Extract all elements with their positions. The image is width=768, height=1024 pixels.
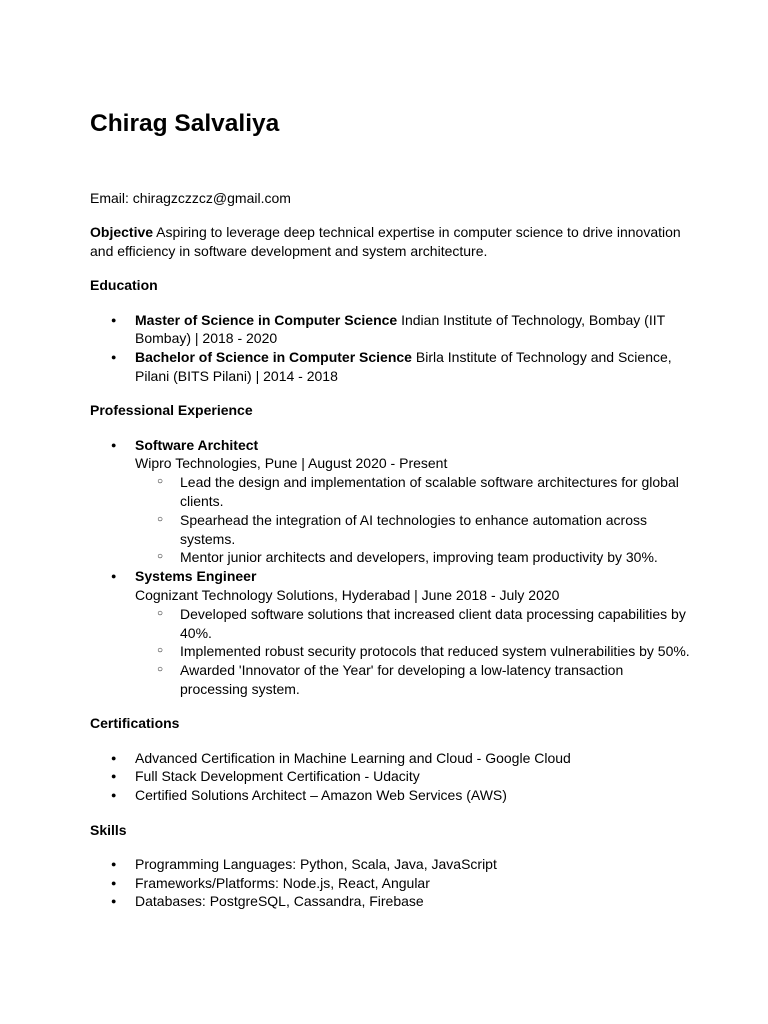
resume-content	[90, 189, 690, 927]
list-item: ● Full Stack Development Certification - Udacity	[90, 767, 690, 786]
job-title: Software Architect	[135, 436, 259, 453]
education-list	[90, 311, 690, 386]
certifications-list	[90, 749, 690, 805]
email-line: Email: chiragzczzcz@gmail.com	[90, 190, 291, 206]
list-item: ● Certified Solutions Architect – Amazon Web Services (AWS)	[90, 786, 690, 805]
candidate-name: Chirag Salvaliya	[90, 110, 280, 137]
degree-details: Indian Institute of Technology, Bombay (IIT Bombay) | 2018 - 2020	[135, 311, 665, 347]
degree-name: Bachelor of Science in Computer Science	[135, 349, 412, 366]
job-title: Systems Engineer	[135, 568, 257, 585]
list-item: ● Programming Languages: Python, Scala, Java, JavaScript	[90, 855, 690, 874]
list-item: ● Frameworks/Platforms: Node.js, React, Angular	[90, 874, 690, 893]
list-item: ○ Implemented robust security protocols that reduced system vulnerabilities by 50%.	[135, 642, 690, 661]
list-item	[90, 348, 690, 386]
objective-label: Objective	[90, 224, 154, 241]
job-company: Cognizant Technology Solutions, Hyderabad | June 2018 - July 2020	[135, 587, 560, 604]
list-item	[90, 311, 690, 349]
list-item: ○ Mentor junior architects and developers, improving team productivity by 30%.	[135, 548, 690, 567]
objective-text: Aspiring to leverage deep technical expertise in computer science to drive innovation and efficiency in software development and system architecture.	[90, 224, 681, 260]
list-item: ● Databases: PostgreSQL, Cassandra, Firebase	[90, 892, 690, 911]
list-item: ○ Lead the design and implementation of scalable software architectures for global clients.	[135, 473, 690, 511]
skills-list	[90, 855, 690, 911]
degree-name: Master of Science in Computer Science	[135, 311, 398, 328]
degree-details: Birla Institute of Technology and Science, Pilani (BITS Pilani) | 2014 - 2018	[135, 349, 672, 385]
certifications-heading: Certifications	[90, 715, 180, 732]
experience-heading: Professional Experience	[90, 402, 253, 419]
list-item: ○ Developed software solutions that increased client data processing capabilities by 40%.	[135, 605, 690, 643]
job-company: Wipro Technologies, Pune | August 2020 - Present	[135, 455, 448, 472]
list-item: ● Advanced Certification in Machine Learning and Cloud - Google Cloud	[90, 749, 690, 768]
job-points	[135, 605, 690, 699]
job-item	[90, 567, 690, 699]
skills-heading: Skills	[90, 821, 127, 838]
objective-section	[90, 223, 690, 261]
job-item	[90, 436, 690, 568]
job-points	[135, 473, 690, 567]
education-heading: Education	[90, 277, 158, 294]
list-item: ○ Awarded 'Innovator of the Year' for developing a low-latency transaction processing system.	[135, 661, 690, 699]
experience-list	[90, 436, 690, 699]
list-item: ○ Spearhead the integration of AI technologies to enhance automation across systems.	[135, 511, 690, 549]
